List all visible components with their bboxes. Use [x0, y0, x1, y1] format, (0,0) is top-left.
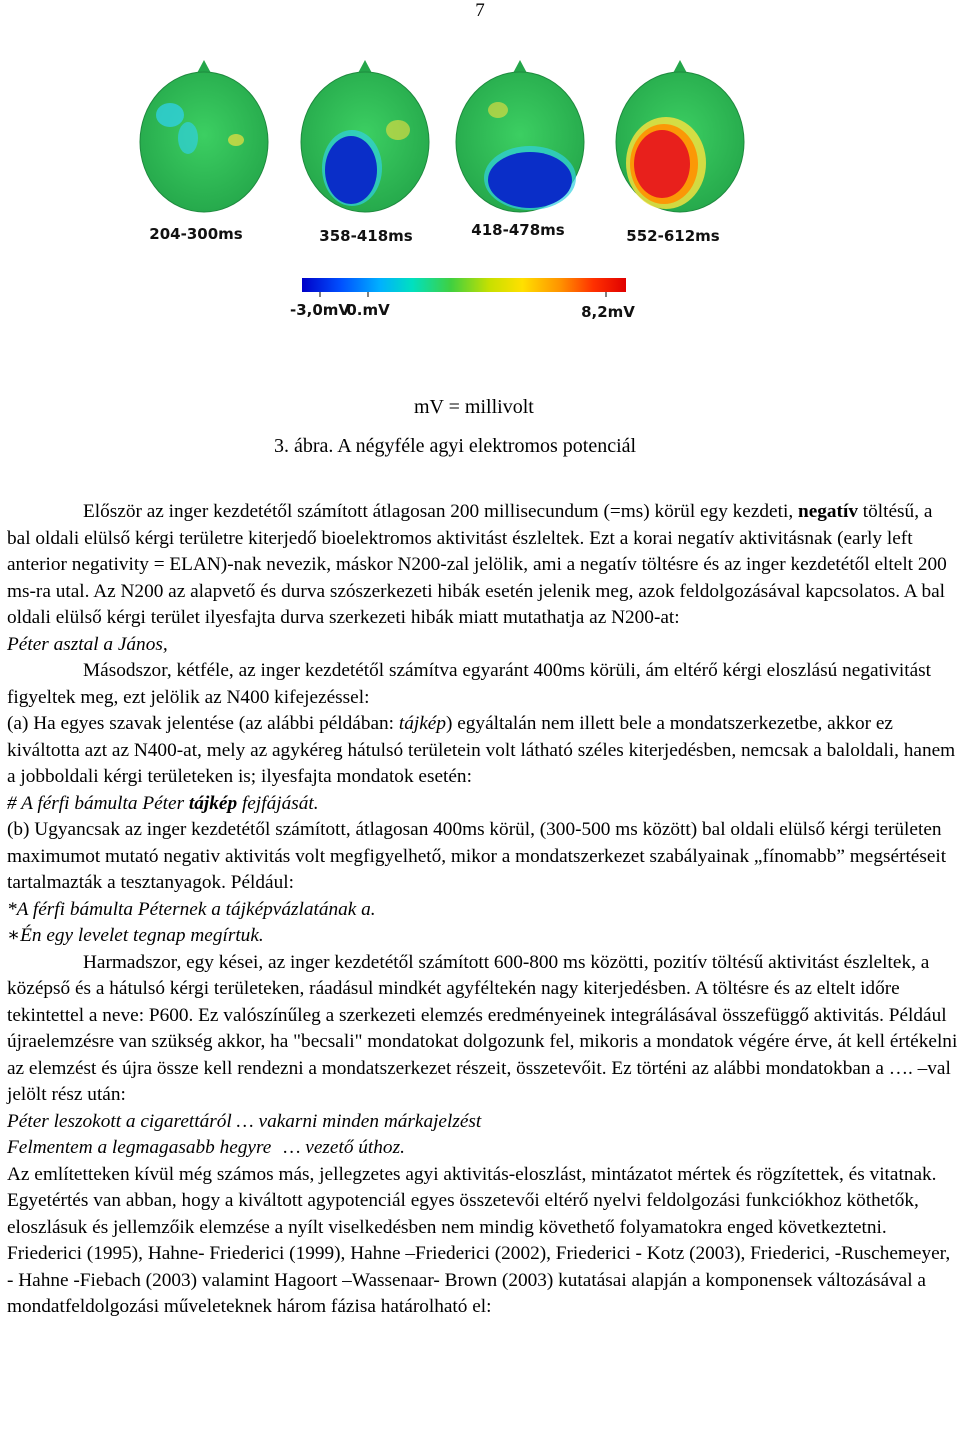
- head-map-4: [616, 60, 744, 212]
- example-4: ∗Én egy levelet tegnap megírtuk.: [7, 925, 264, 946]
- ex6-text-a: Felmentem a legmagasabb hegyre: [7, 1137, 272, 1158]
- head-1-label: 204-300ms: [149, 225, 243, 243]
- paragraph-b: (b) Ugyancsak az inger kezdetétől számított, átlagosan 400ms körül, (300-500 ms között) bal oldali elülső kérgi területen maximumot mutató negativ aktivitás volt megfigyelhető, mikor a mondatszerkezet szabályainak „fínomabb” megsértéseit tartalmazták a tesztanyagok. Például:: [7, 819, 947, 893]
- example-2: [7, 791, 959, 818]
- pa-text-b: ) egyáltalán nem illett bele a mondatszerkezetbe, akkor ez kiváltotta azt az N400-at, mely az agykéreg hátulsó területein volt látható széles kiterjedésben, nemcsak a baloldali, hanem a jobboldali kérgi területeken is; ilyesfajta mondatok esetén:: [7, 713, 956, 787]
- head-2-label: 358-418ms: [319, 227, 413, 245]
- example-6: [7, 1135, 959, 1162]
- ex6-text-b: … vezető úthoz.: [283, 1137, 405, 1158]
- head-1-scalp: [140, 72, 268, 212]
- eeg-topography-figure: [0, 60, 960, 340]
- scale-zero-label: 0.mV: [346, 301, 390, 319]
- page-number: 7: [475, 0, 485, 21]
- ex2-text-a: # A férfi bámulta Péter: [7, 792, 189, 814]
- p1-text-a: Először az inger kezdetétől számított átlagosan 200 millisecundum (=ms) körül egy kezdeti,: [83, 501, 794, 522]
- head-2-negative-area: [325, 136, 377, 204]
- head-map-1: [140, 60, 268, 212]
- scale-max-label: 8,2mV: [581, 303, 635, 321]
- example-3: *A férfi bámulta Péternek a tájképvázlatának a.: [7, 898, 376, 920]
- head-4-label: 552-612ms: [626, 227, 720, 245]
- example-5: Péter leszokott a cigarettáról … vakarni minden márkajelzést: [7, 1110, 482, 1132]
- ex2-bold-term: tájkép: [188, 792, 238, 814]
- paragraph-4: Az említetteken kívül még számos más, jellegzetes agyi aktivitás-eloszlást, mintázatot mértek és rögzítettek, és vitatnak. Egyetértés van abban, hogy a kiváltott agypotenciál egyes összetevői eltérő nyelvi feldolgozási funkciókhoz köthetők, eloszlásuk és jellemzőik elemzése a nyílt viselkedésben nem mindig követhető folyamatokra enged következtetni. Friederici (1995), Hahne- Friederici (1999), Hahne –Friederici (2002), Friederici - Kotz (2003), Friederici, -Ruschemeyer, - Hahne -Fiebach (2003) valamint Hagoort –Wassenaar- Brown (2003) kutatásai alapján a komponensek változásával a mondatfeldolgozási műveleteknek három fázisa határolható el:: [7, 1163, 951, 1317]
- scale-min-label: -3,0mV: [289, 301, 351, 319]
- body-text: [7, 499, 959, 1321]
- head-1-yellow-spot: [228, 134, 244, 146]
- head-1-cyan-spot: [156, 103, 184, 127]
- head-3-yellow-spot: [488, 102, 508, 118]
- ex2-text-b: fejfájását.: [237, 792, 319, 814]
- figure-caption: 3. ábra. A négyféle agyi elektromos potenciál: [274, 435, 637, 457]
- eeg-topography-svg: [0, 60, 960, 340]
- units-note: mV = millivolt: [414, 396, 534, 418]
- pa-text-a: (a) Ha egyes szavak jelentése (az alábbi példában:: [7, 713, 399, 734]
- p1-bold-term: negatív: [797, 501, 858, 522]
- paragraph-a: [7, 711, 959, 791]
- head-map-3: [456, 60, 584, 212]
- head-3-label: 418-478ms: [471, 221, 565, 239]
- pa-italic-term: tájkép: [398, 713, 446, 734]
- color-scale-bar: [302, 278, 626, 292]
- example-1: Péter asztal a János,: [7, 633, 168, 655]
- head-3-negative-area: [488, 152, 572, 208]
- p1-text-b: töltésű, a bal oldali elülső kérgi területre kiterjedő bioelektromos aktivitást észleltek. Ezt a korai negatív aktivitásnak (early left anterior negativity = ELAN)-nak nevezik, máskor N200-zal jelölik, ami a negatív töltésre és az inger kezdetétől eltelt 200 ms-ra utal. Az N200 az alapvető és durva szószerkezeti hibák esetén jelenik meg, azok feldolgozásával kapcsolatos. A bal oldali elülső kérgi terület ilyesfajta durva szerkezeti hibák miatt mutathatja az N200-at:: [7, 501, 947, 628]
- head-4-positive-area: [634, 130, 690, 198]
- paragraph-3: Harmadszor, egy kései, az inger kezdetétől számított 600-800 ms közötti, pozitív töltésű aktivitást észleltek, a középső és a hátulsó kérgi területeken, ráadásul mindkét agyféltekén nagy kiterjedésben. A töltésre és az eltelt időre tekintettel a neve: P600. Ez valószínűleg a szerkezeti elemzés eredményeinek integrálásával összefüggő aktivitás. Például újraelemzésre van szükség akkor, ha "becsali" mondatokat dolgozunk fel, mikoris a mondatok végére érve, át kell értékelni az elemzést és újra össze kell rendezni a mondatszerkezet részeit, összetevőit. Ez történi az alábbi mondatokban a …. –val jelölt rész után:: [7, 951, 958, 1105]
- paragraph-2: Másodszor, kétféle, az inger kezdetétől számítva egyaránt 400ms körüli, ám eltérő kérgi eloszlású negativitást figyeltek meg, ezt jelölik az N400 kifejezéssel:: [7, 660, 932, 708]
- head-1-cyan-spot-2: [178, 122, 198, 154]
- paragraph-1: [7, 499, 959, 632]
- head-map-2: [301, 60, 429, 212]
- head-2-yellow-spot: [386, 120, 410, 140]
